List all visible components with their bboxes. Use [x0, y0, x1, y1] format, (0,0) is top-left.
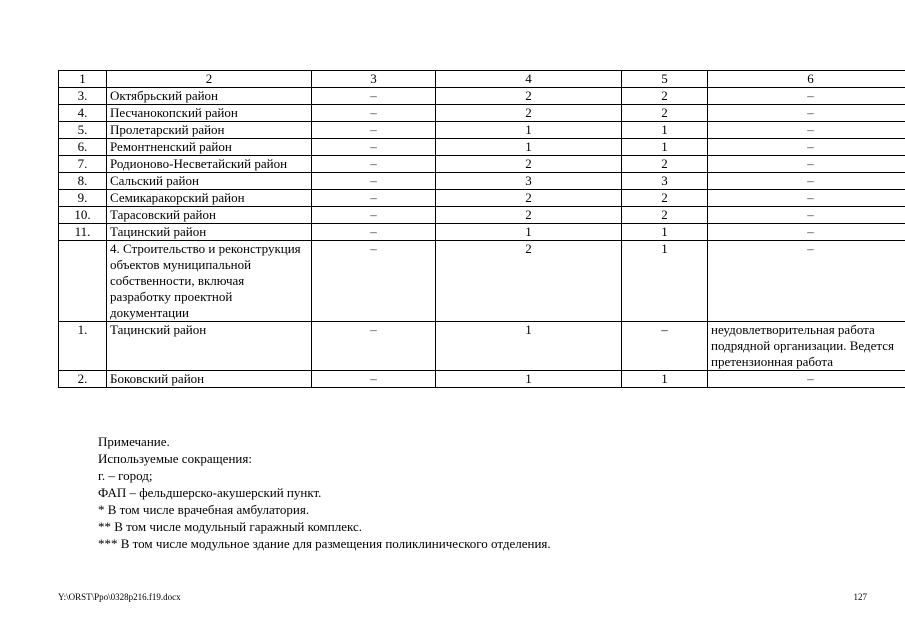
cell-num: 10.	[59, 207, 107, 224]
cell-num: 1.	[59, 322, 107, 371]
cell-c4: 1	[436, 224, 622, 241]
cell-c5: 1	[622, 224, 708, 241]
note-line: *** В том числе модульное здание для размещения поликлинического отделения.	[98, 536, 551, 551]
cell-c5: 2	[622, 156, 708, 173]
cell-c4: 1	[436, 122, 622, 139]
cell-name: Октябрьский район	[107, 88, 312, 105]
cell-c6: –	[708, 241, 905, 322]
table-row	[59, 139, 905, 156]
table-row	[59, 190, 905, 207]
cell-c3: –	[312, 173, 436, 190]
cell-c5: 1	[622, 241, 708, 322]
table-row	[59, 156, 905, 173]
cell-name: 4. Строительство и реконструкция объектов муниципальной собственности, включая разработку проектной документации	[107, 241, 312, 322]
cell-c5: –	[622, 322, 708, 371]
note-line: * В том числе врачебная амбулатория.	[98, 502, 310, 517]
cell-c3: –	[312, 241, 436, 322]
cell-c3: –	[312, 88, 436, 105]
table-header-row	[59, 71, 905, 88]
table-row	[59, 105, 905, 122]
cell-num: 7.	[59, 156, 107, 173]
cell-c6: –	[708, 207, 905, 224]
table-row	[59, 371, 905, 388]
note-line: г. – город;	[98, 468, 153, 483]
cell-c4: 1	[436, 322, 622, 371]
cell-c5: 2	[622, 88, 708, 105]
table-row	[59, 207, 905, 224]
cell-name: Сальский район	[107, 173, 312, 190]
cell-c4: 2	[436, 241, 622, 322]
header-cell: 1	[59, 71, 107, 88]
cell-c6: –	[708, 173, 905, 190]
header-cell: 4	[436, 71, 622, 88]
cell-c3: –	[312, 122, 436, 139]
table-row	[59, 122, 905, 139]
cell-c6: –	[708, 139, 905, 156]
cell-c5: 1	[622, 371, 708, 388]
cell-c3: –	[312, 139, 436, 156]
table-row	[59, 88, 905, 105]
cell-c4: 2	[436, 156, 622, 173]
cell-c4: 2	[436, 105, 622, 122]
cell-c3: –	[312, 156, 436, 173]
cell-num: 11.	[59, 224, 107, 241]
cell-c6: –	[708, 122, 905, 139]
cell-name: Ремонтненский район	[107, 139, 312, 156]
cell-c5: 1	[622, 122, 708, 139]
cell-c6: –	[708, 190, 905, 207]
cell-c6: –	[708, 105, 905, 122]
cell-c3: –	[312, 207, 436, 224]
cell-c3: –	[312, 322, 436, 371]
cell-c6: –	[708, 371, 905, 388]
note-line: ** В том числе модульный гаражный комплекс.	[98, 519, 363, 534]
cell-c3: –	[312, 371, 436, 388]
cell-c4: 2	[436, 190, 622, 207]
cell-num: 5.	[59, 122, 107, 139]
data-table	[58, 70, 905, 388]
table-row	[59, 322, 905, 371]
cell-c5: 1	[622, 139, 708, 156]
cell-c5: 2	[622, 190, 708, 207]
header-cell: 2	[107, 71, 312, 88]
notes-block	[98, 433, 551, 552]
table-row	[59, 173, 905, 190]
header-cell: 6	[708, 71, 905, 88]
cell-name: Боковский район	[107, 371, 312, 388]
cell-num: 9.	[59, 190, 107, 207]
cell-c4: 1	[436, 139, 622, 156]
cell-c4: 3	[436, 173, 622, 190]
header-cell: 5	[622, 71, 708, 88]
cell-c5: 3	[622, 173, 708, 190]
cell-name: Пролетарский район	[107, 122, 312, 139]
cell-c4: 1	[436, 371, 622, 388]
cell-c6: –	[708, 224, 905, 241]
cell-c5: 2	[622, 207, 708, 224]
cell-num: 3.	[59, 88, 107, 105]
cell-name: Тарасовский район	[107, 207, 312, 224]
cell-num	[59, 241, 107, 322]
note-line: ФАП – фельдшерско-акушерский пункт.	[98, 485, 322, 500]
cell-num: 6.	[59, 139, 107, 156]
cell-name: Тацинский район	[107, 322, 312, 371]
note-line: Используемые сокращения:	[98, 451, 252, 466]
cell-c3: –	[312, 224, 436, 241]
cell-c3: –	[312, 190, 436, 207]
table-body	[59, 88, 905, 388]
cell-c6: –	[708, 156, 905, 173]
table-row	[59, 241, 905, 322]
cell-c4: 2	[436, 207, 622, 224]
cell-name: Семикаракорский район	[107, 190, 312, 207]
note-line: Примечание.	[98, 434, 170, 449]
cell-c4: 2	[436, 88, 622, 105]
cell-c6: –	[708, 88, 905, 105]
cell-c6: неудовлетворительная работа подрядной организации. Ведется претензионная работа	[708, 322, 905, 371]
cell-c5: 2	[622, 105, 708, 122]
table-row	[59, 224, 905, 241]
cell-num: 4.	[59, 105, 107, 122]
cell-num: 2.	[59, 371, 107, 388]
cell-name: Родионово-Несветайский район	[107, 156, 312, 173]
header-cell: 3	[312, 71, 436, 88]
cell-c3: –	[312, 105, 436, 122]
footer-file-path: Y:\ORST\Ppo\0328p216.f19.docx	[58, 592, 181, 602]
cell-name: Тацинский район	[107, 224, 312, 241]
cell-num: 8.	[59, 173, 107, 190]
cell-name: Песчанокопский район	[107, 105, 312, 122]
footer-page-number: 127	[853, 592, 867, 602]
